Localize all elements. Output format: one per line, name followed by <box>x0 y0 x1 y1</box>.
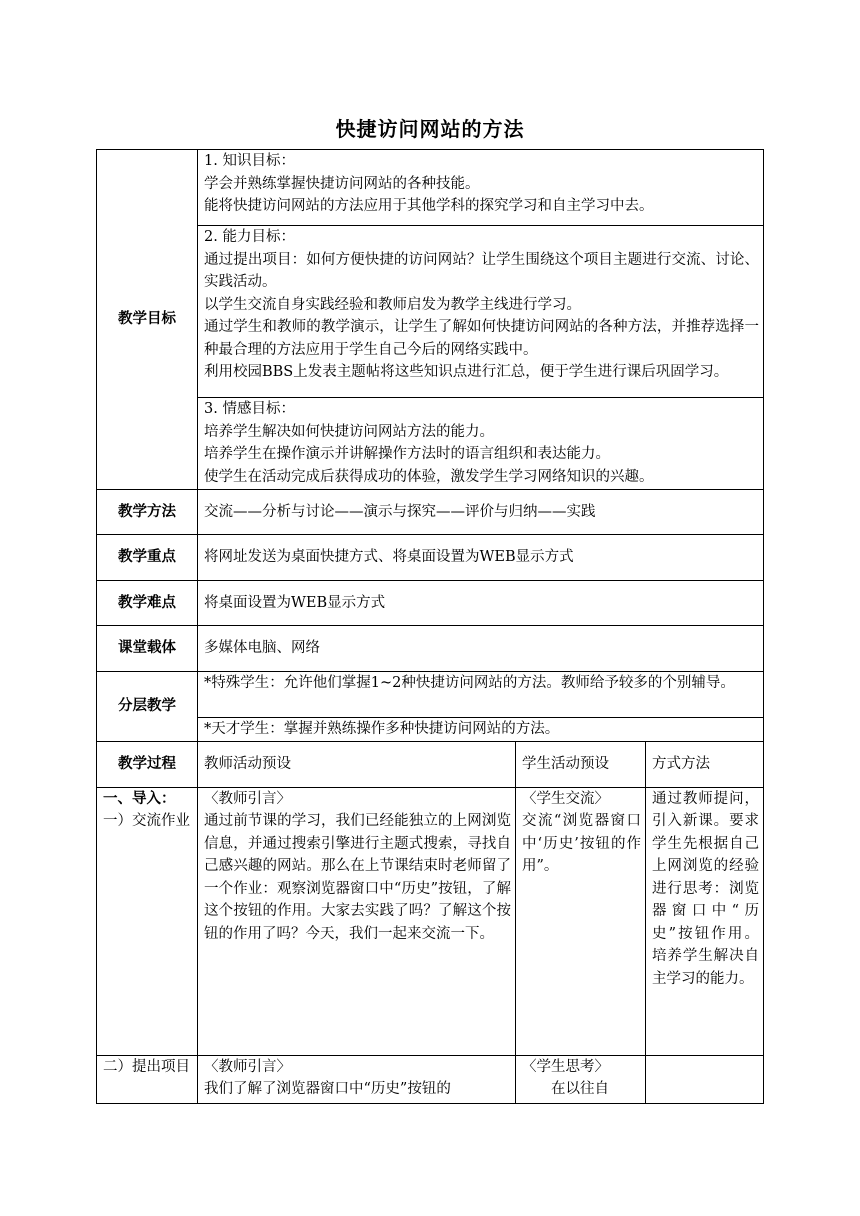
emotion-objective <box>198 398 764 490</box>
document-title: 快捷访问网站的方法 <box>335 117 525 141</box>
emotion-heading: 3. 情感目标： <box>204 401 295 417</box>
lesson-plan-table <box>96 149 764 1104</box>
process-label: 教学过程 <box>97 741 198 787</box>
key-point-label: 教学重点 <box>97 535 198 581</box>
layered-gifted: *天才学生：掌握并熟练操作多种快捷访问网站的方法。 <box>198 718 764 742</box>
student-text: 交流“浏览器窗口中‘历史’按钮的作用”。 <box>522 813 641 874</box>
method-label: 教学方法 <box>97 490 198 535</box>
knowledge-heading: 1. 知识目标： <box>204 153 295 169</box>
process-header-approach: 方式方法 <box>646 741 764 787</box>
method-text: 交流——分析与讨论——演示与探究——评价与归纳——实践 <box>198 490 764 535</box>
ability-line: 利用校园BBS上发表主题帖将这些知识点进行汇总，便于学生进行课后巩固学习。 <box>204 364 729 380</box>
emotion-line: 培养学生解决如何快捷访问网站方法的能力。 <box>204 423 494 440</box>
layered-special: *特殊学生：允许他们掌握1~2种快捷访问网站的方法。教师给予较多的个别辅导。 <box>198 672 764 718</box>
ability-line: 通过提出项目：如何方便快捷的访问网站？让学生围绕这个项目主题进行交流、讨论、实践活动。 <box>204 251 759 290</box>
emotion-line: 使学生在活动完成后获得成功的体验，激发学生学习网络知识的兴趣。 <box>204 468 654 485</box>
emotion-line: 培养学生在操作演示并讲解操作方法时的语言组织和表达能力。 <box>204 446 610 462</box>
teacher-tag: 〈教师引言〉 <box>204 790 291 807</box>
student-activity <box>516 1055 646 1103</box>
carrier-text: 多媒体电脑、网络 <box>198 626 764 672</box>
stage-subtitle: 一）交流作业 <box>103 813 190 829</box>
stage-cell <box>97 1055 198 1103</box>
stage-cell <box>97 787 198 1055</box>
approach-text: 通过教师提问，引入新课。要求学生先根据自己上网浏览的经验进行思考：浏览器窗口中“历史”按钮作用。培养学生解决自主学习的能力。 <box>646 787 764 1055</box>
key-point-text: 将网址发送为桌面快捷方式、将桌面设置为WEB显示方式 <box>198 535 764 581</box>
objectives-label: 教学目标 <box>97 150 198 490</box>
teacher-activity <box>198 1055 516 1103</box>
difficulty-label: 教学难点 <box>97 581 198 626</box>
teacher-text: 通过前节课的学习，我们已经能独立的上网浏览信息，并通过搜索引擎进行主题式搜索，寻找自己感兴趣的网站。那么在上节课结束时老师留了一个作业：观察浏览器窗口中“历史”按钮，了解这个按钮的作用。大家去实践了吗？了解这个按钮的作用了吗？今天，我们一起来交流一下。 <box>204 813 511 942</box>
student-activity <box>516 787 646 1055</box>
teacher-text: 我们了解了浏览器窗口中“历史”按钮的 <box>204 1081 451 1097</box>
carrier-label: 课堂载体 <box>97 626 198 672</box>
layered-label: 分层教学 <box>97 672 198 742</box>
student-tag: 〈学生思考〉 <box>522 1058 609 1075</box>
approach-text <box>646 1055 764 1103</box>
stage-title: 一、导入： <box>103 789 176 807</box>
ability-heading: 2. 能力目标： <box>204 229 295 245</box>
stage-title: 二）提出项目 <box>103 1058 190 1075</box>
difficulty-text: 将桌面设置为WEB显示方式 <box>198 581 764 626</box>
ability-line: 通过学生和教师的教学演示，让学生了解如何快捷访问网站的各种方法，并推荐选择一种最合理的方法应用于学生自己今后的网络实践中。 <box>204 319 759 358</box>
knowledge-objective <box>198 150 764 226</box>
ability-line: 以学生交流自身实践经验和教师启发为教学主线进行学习。 <box>204 296 581 313</box>
knowledge-line: 学会并熟练掌握快捷访问网站的各种技能。 <box>204 175 480 192</box>
process-header-student: 学生活动预设 <box>516 741 646 787</box>
process-header-teacher: 教师活动预设 <box>198 741 516 787</box>
knowledge-line: 能将快捷访问网站的方法应用于其他学科的探究学习和自主学习中去。 <box>204 198 654 214</box>
student-text: 在以往自 <box>551 1081 609 1097</box>
ability-objective <box>198 226 764 398</box>
teacher-activity <box>198 787 516 1055</box>
teacher-tag: 〈教师引言〉 <box>204 1058 291 1075</box>
student-tag: 〈学生交流〉 <box>522 790 609 807</box>
